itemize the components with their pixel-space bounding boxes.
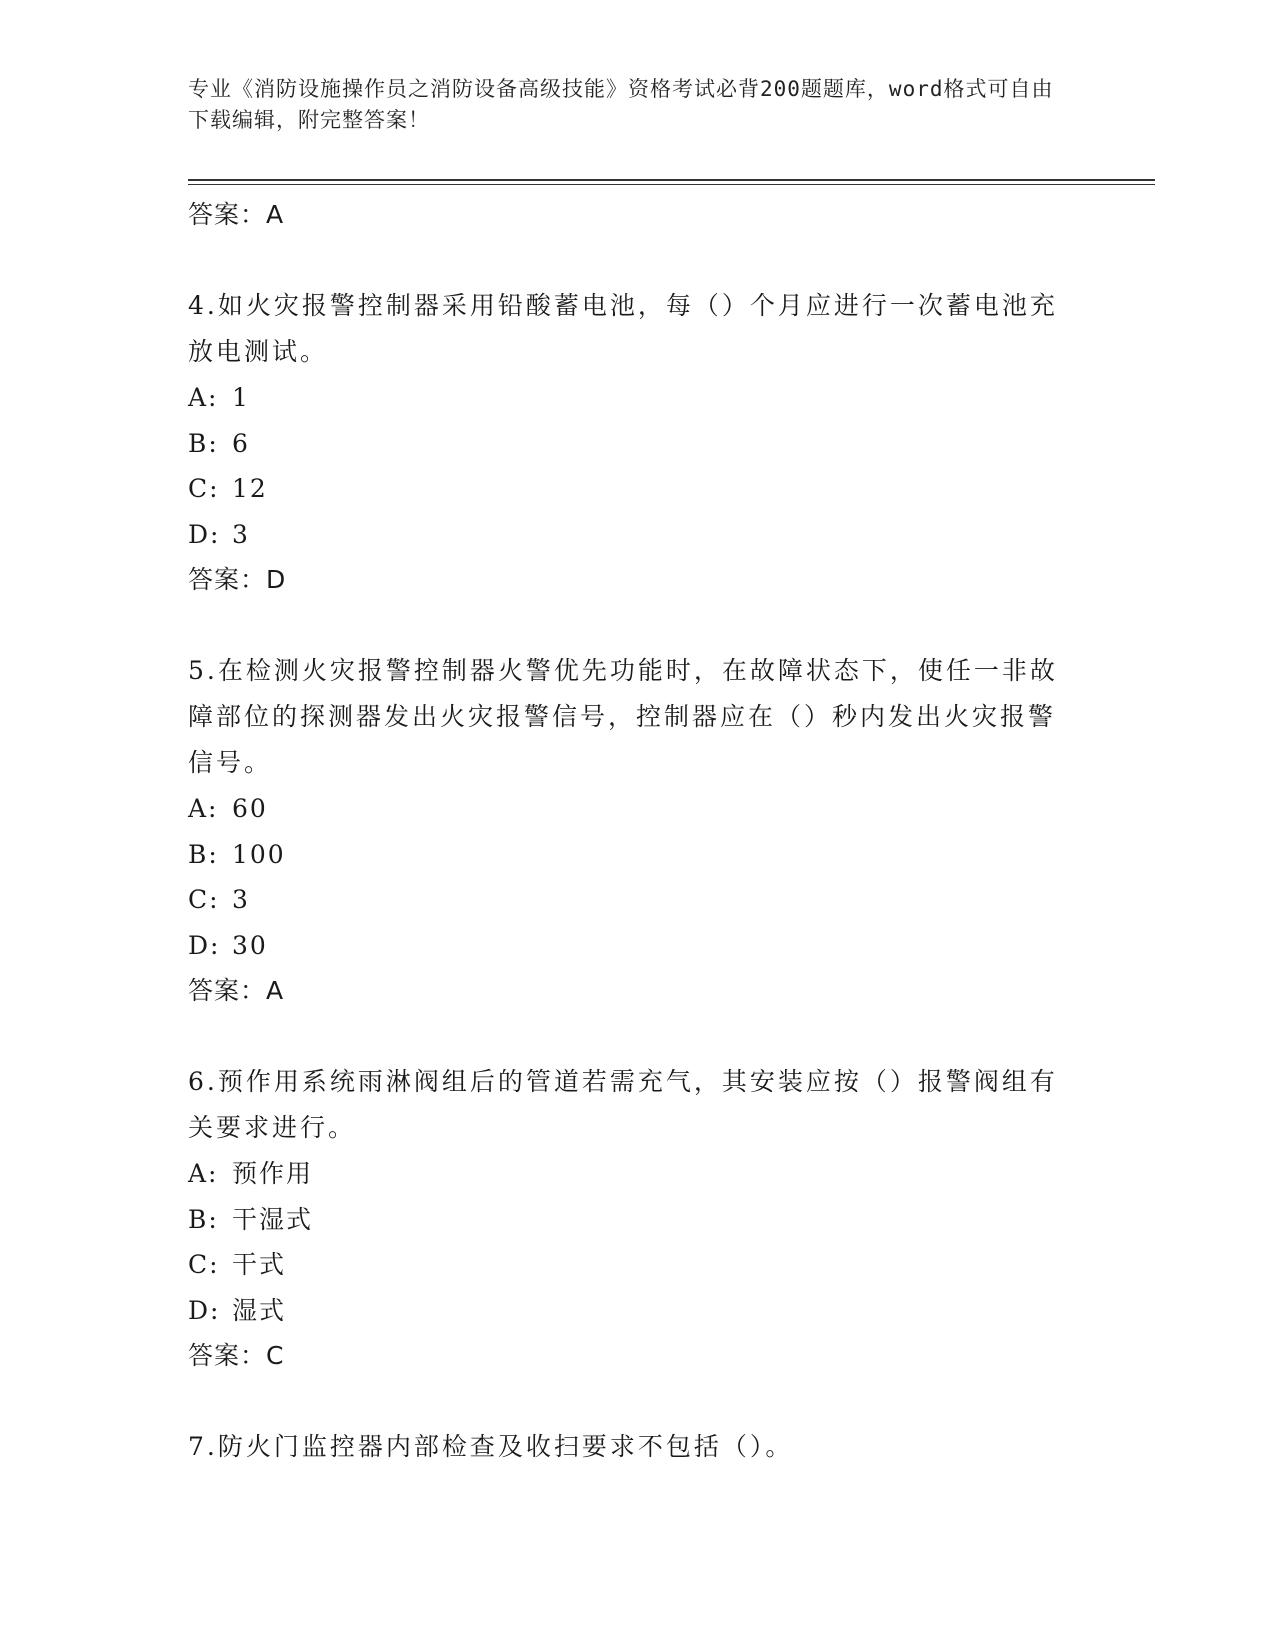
option-key: A: [188,1159,219,1188]
option-d [188,923,1068,969]
question-stem: 6.预作用系统雨淋阀组后的管道若需充气，其安装应按（）报警阀组有关要求进行。 [188,1067,1058,1142]
option-text: 干湿式 [232,1204,314,1234]
option-d [188,512,1068,558]
option-d [188,1288,1068,1334]
option-key: C: [188,474,220,503]
option-key: D: [188,930,221,960]
option-text: 预作用 [232,1159,314,1188]
option-text: 6 [232,428,250,458]
option-key: B: [188,839,219,869]
option-key: C: [188,885,220,914]
option-text: 60 [232,794,268,823]
question-item [188,648,1068,1014]
question-stem: 5.在检测火灾报警控制器火警优先功能时，在故障状态下，使任一非故障部位的探测器发出火灾报警信号，控制器应在（）秒内发出火灾报警信号。 [188,656,1058,777]
option-key: A: [188,383,219,412]
option-key: D: [188,1295,221,1325]
option-key: A: [188,794,219,823]
option-key: C: [188,1250,220,1279]
question-item [188,283,1068,603]
answer-label: 答案：C [188,1341,285,1370]
answer-label: 答案：D [188,565,287,594]
option-text: 3 [232,519,250,549]
document-header: 专业《消防设施操作员之消防设备高级技能》资格考试必背200题题库，word格式可自由下载编辑，附完整答案！ [188,77,1054,132]
option-text: 30 [232,930,268,960]
option-b [188,1197,1068,1243]
option-text: 3 [232,885,250,914]
header-divider [188,179,1155,185]
question-item [188,1059,1068,1379]
answer-label: 答案：A [188,976,285,1005]
option-text: 湿式 [232,1295,287,1325]
option-text: 12 [232,474,268,503]
answer-label: 答案：A [188,200,285,229]
option-a [188,1151,1068,1197]
option-key: D: [188,519,221,549]
option-key: B: [188,1204,219,1234]
question-list [188,192,1068,1470]
option-b [188,421,1068,467]
option-text: 1 [232,383,250,412]
option-b [188,832,1068,878]
option-text: 100 [232,839,286,869]
question-item [188,1424,1068,1470]
option-key: B: [188,428,219,458]
question-stem: 4.如火灾报警控制器采用铅酸蓄电池，每（）个月应进行一次蓄电池充放电测试。 [188,291,1058,366]
option-c [188,877,1068,923]
option-c [188,1242,1068,1288]
option-a [188,786,1068,832]
question-stem: 7.防火门监控器内部检查及收扫要求不包括（）。 [188,1432,794,1461]
option-text: 干式 [232,1250,287,1279]
option-c [188,466,1068,512]
option-a [188,375,1068,421]
